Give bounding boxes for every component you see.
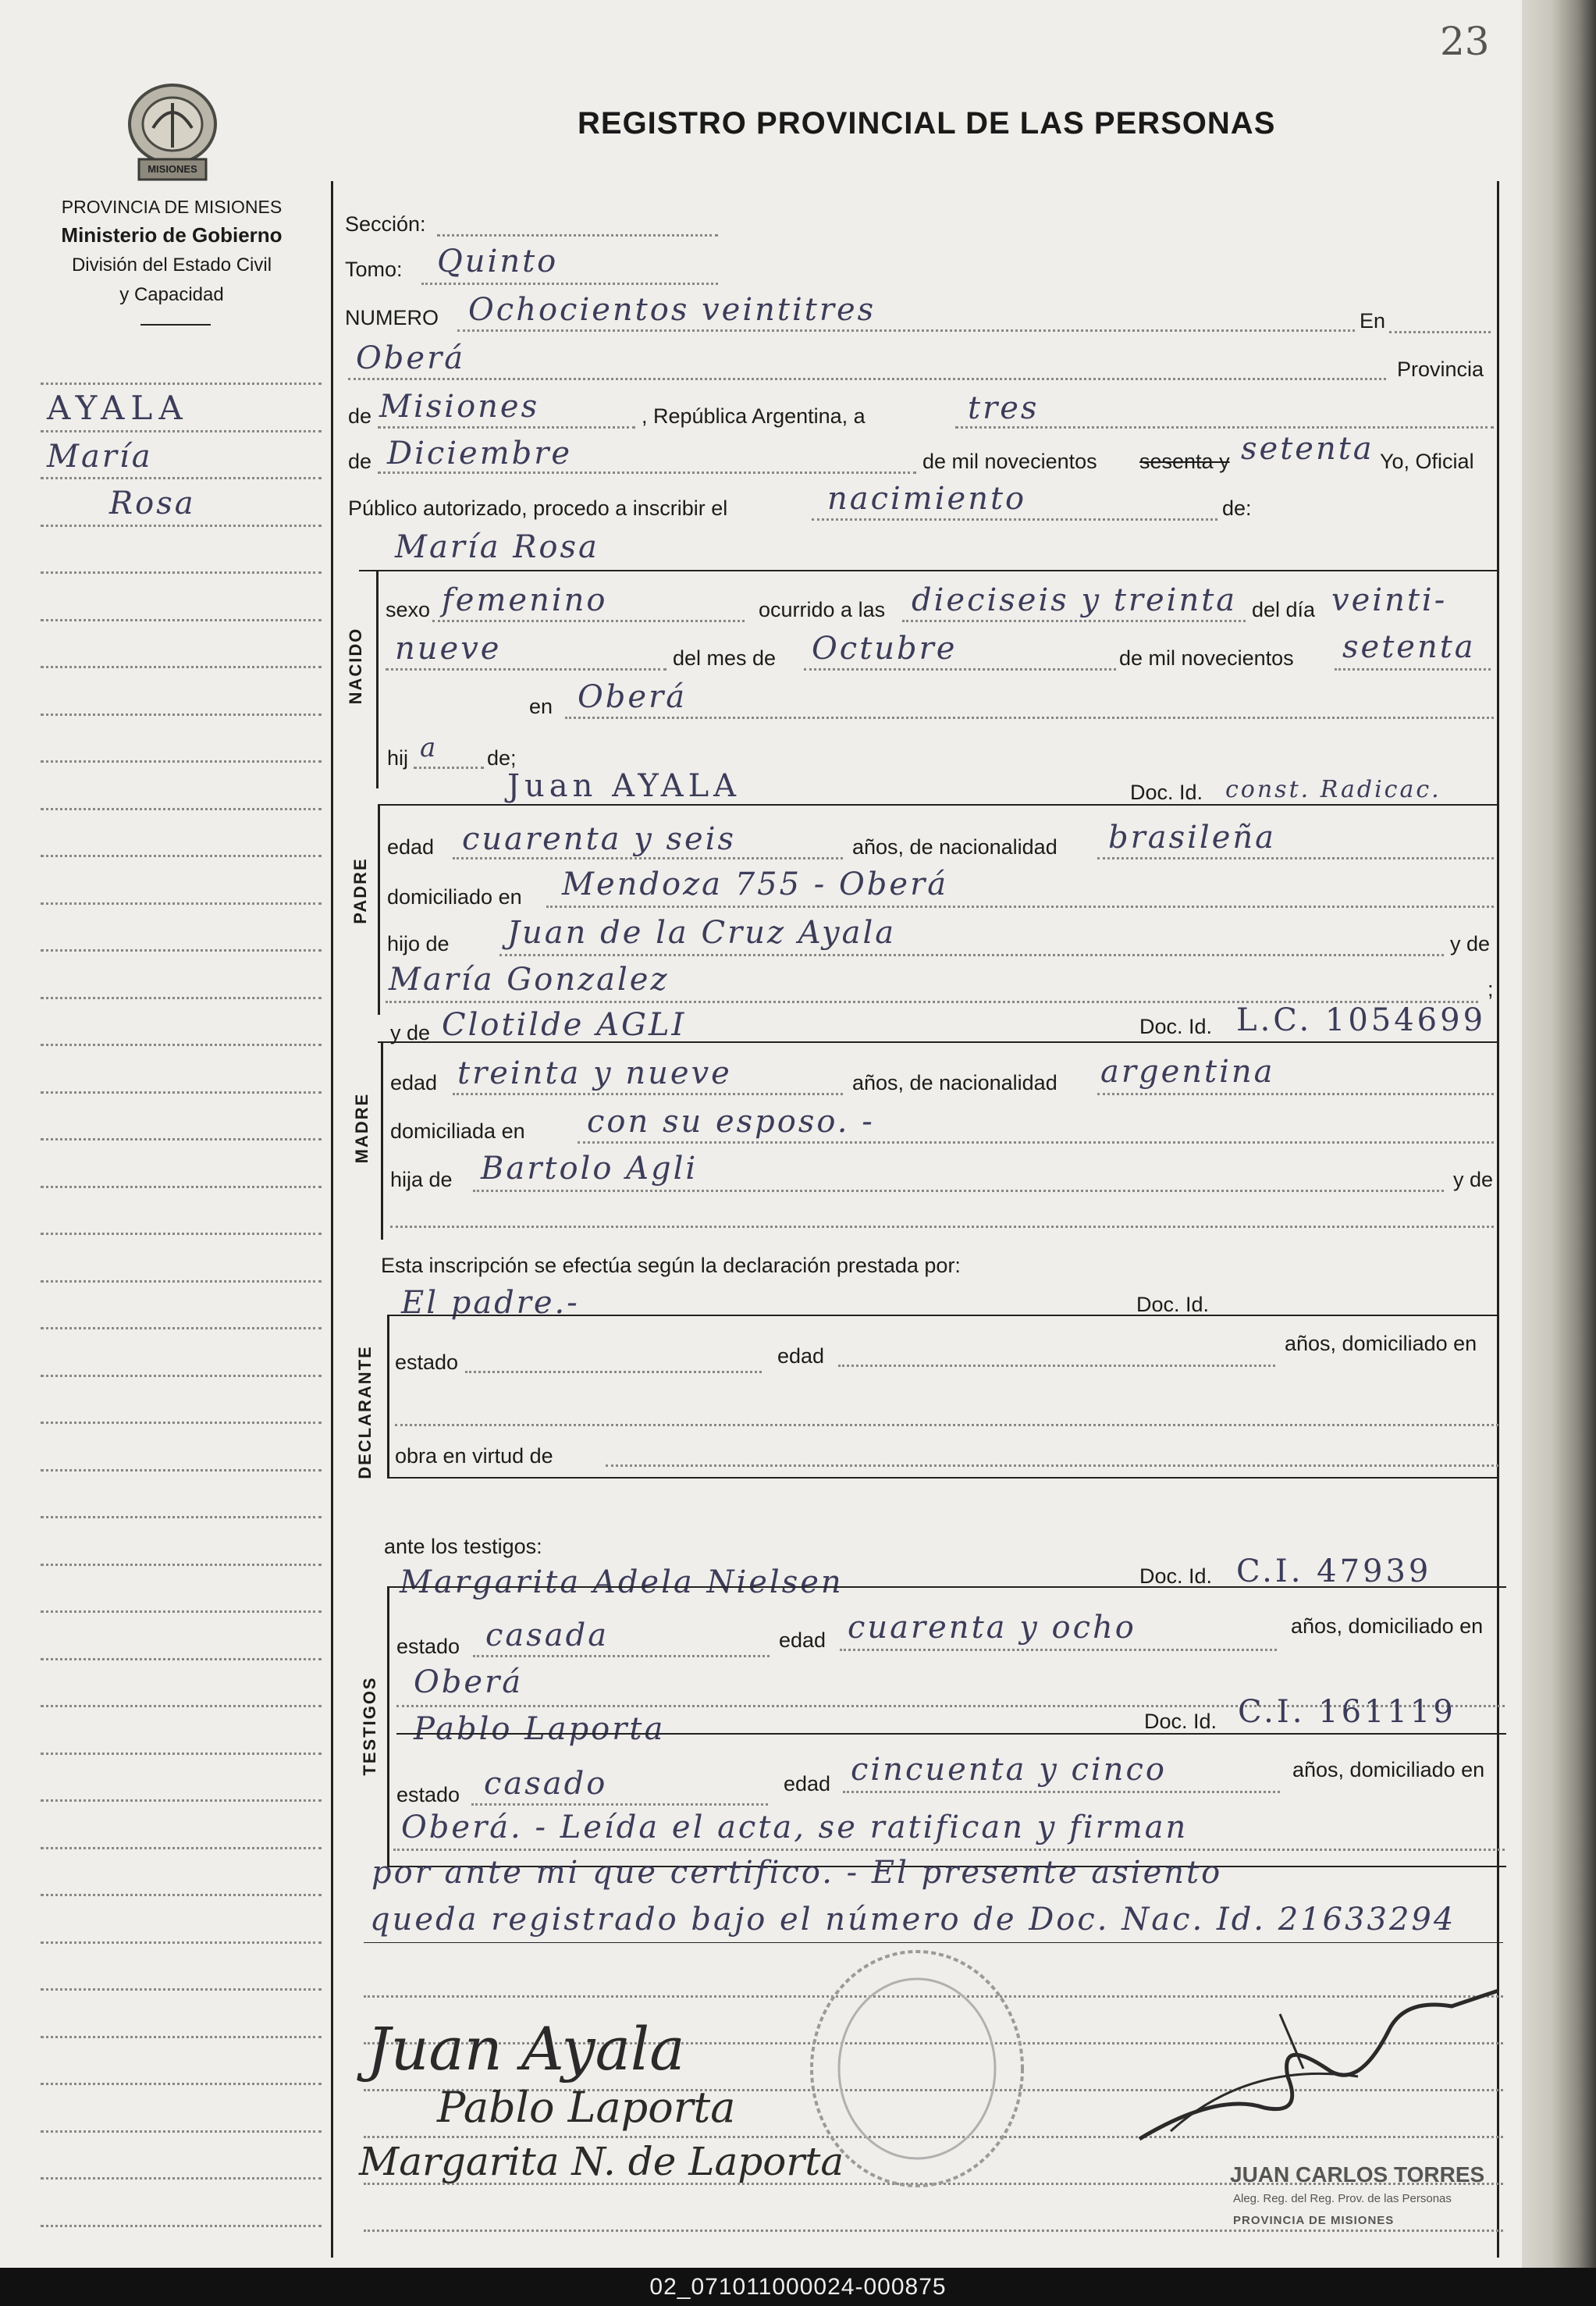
label-y-de-2: y de <box>1453 1168 1494 1191</box>
label-mil-nov2: de mil novecientos <box>1119 646 1294 670</box>
margin-line <box>41 949 322 952</box>
value-cierre1: Oberá. - Leída el acta, se ratifican y firman <box>401 1810 1189 1845</box>
margin-line <box>41 2036 322 2038</box>
margin-line <box>41 808 322 810</box>
value-testigo2-edad: cincuenta y cinco <box>851 1752 1167 1788</box>
stamp-line1: JUAN CARLOS TORRES <box>1230 2162 1485 2187</box>
margin-line <box>41 2177 322 2180</box>
label-seccion: Sección: <box>345 212 426 236</box>
seccion-field-line <box>437 234 718 237</box>
tomo-field-line <box>421 283 718 285</box>
margin-line <box>41 383 322 385</box>
official-signature-icon <box>1124 1983 1514 2155</box>
value-provincia: Misiones <box>379 389 540 425</box>
testigo1-estado-line <box>473 1655 770 1657</box>
label-sexo: sexo <box>386 598 431 621</box>
value-en: Oberá <box>356 340 466 376</box>
label-doc-id-testigo1: Doc. Id. <box>1139 1564 1213 1588</box>
nacido-top-line <box>359 570 1497 571</box>
margin-line <box>41 1422 322 1424</box>
margin-line <box>41 1091 322 1094</box>
value-padre-nac: brasileña <box>1108 820 1276 856</box>
margin-line <box>41 1705 322 1707</box>
mes-nac-field-line <box>804 668 1116 671</box>
label-doc-id-padre: Doc. Id. <box>1130 781 1203 804</box>
header-underline <box>140 324 211 326</box>
value-dia-nac: veinti- <box>1331 582 1448 618</box>
padre-top-line <box>378 804 1497 806</box>
value-dia: tres <box>968 390 1040 426</box>
margin-line <box>41 1233 322 1235</box>
margin-line <box>41 2083 322 2085</box>
margin-line <box>41 1988 322 1991</box>
section-madre: MADRE <box>352 1092 371 1164</box>
declarante-top-line <box>387 1315 1498 1316</box>
signature-2: Pablo Laporta <box>437 2083 736 2132</box>
value-tomo: Quinto <box>437 244 559 279</box>
mes-field-line <box>378 472 916 474</box>
testigo2-edad-line <box>843 1791 1280 1793</box>
testigo1-edad-line <box>840 1649 1277 1651</box>
label-anos-dom-testigo2: años, domiciliado en <box>1292 1758 1485 1781</box>
cierre1-line <box>393 1849 1505 1851</box>
margin-line <box>41 1375 322 1377</box>
value-padre-madre: María Gonzalez <box>389 962 670 998</box>
margin-line <box>41 1327 322 1329</box>
label-provincia: Provincia <box>1397 358 1484 381</box>
margin-line <box>41 2225 322 2227</box>
label-estado-testigo1: estado <box>396 1635 460 1658</box>
margin-line <box>41 1516 322 1518</box>
estado-declarante-line <box>465 1371 762 1373</box>
madre-extra-line <box>390 1226 1494 1228</box>
margin-line <box>41 855 322 857</box>
label-en2: en <box>529 695 553 718</box>
margin-line <box>41 1847 322 1849</box>
signature-area-line <box>364 2229 1503 2232</box>
label-edad-madre: edad <box>390 1071 438 1094</box>
header-left-line1: PROVINCIA DE MISIONES <box>61 197 283 217</box>
label-republica: , República Argentina, a <box>642 404 866 428</box>
label-yo-oficial: Yo, Oficial <box>1380 450 1474 473</box>
madre-dom-field-line <box>578 1141 1494 1144</box>
madre-top-line <box>378 1041 1497 1043</box>
value-padre-dom: Mendoza 755 - Oberá <box>562 867 949 902</box>
page-title: REGISTRO PROVINCIAL DE LAS PERSONAS <box>578 106 1276 141</box>
label-de-semi: de; <box>487 746 517 770</box>
margin-line <box>41 1564 322 1566</box>
label-tomo: Tomo: <box>345 258 403 281</box>
value-testigo2-doc: C.I. 161119 <box>1238 1694 1456 1730</box>
margin-line <box>41 619 322 621</box>
footer-filename: 02_071011000024-000875 <box>0 2268 1596 2306</box>
value-hij-suffix: a <box>420 732 439 763</box>
label-del-mes: del mes de <box>673 646 777 670</box>
margin-line <box>41 1799 322 1802</box>
label-de-1: de <box>348 404 372 428</box>
margin-line <box>41 2130 322 2133</box>
label-anos-dom-testigo1: años, domiciliado en <box>1291 1614 1484 1638</box>
margin-line <box>41 666 322 668</box>
label-nac-madre: años, de nacionalidad <box>852 1071 1057 1094</box>
value-mes-nac: Octubre <box>812 631 958 667</box>
label-edad-declarante: edad <box>777 1344 825 1368</box>
label-ante: ante los testigos: <box>384 1535 542 1558</box>
en-field-line-right <box>1389 331 1491 333</box>
padre-nac-field-line <box>1097 857 1494 859</box>
page-number: 23 <box>1440 19 1490 64</box>
label-hija-de: hija de <box>390 1168 453 1191</box>
value-anio: setenta <box>1241 431 1374 467</box>
hora-field-line <box>902 620 1246 622</box>
value-nombre: María Rosa <box>395 529 599 565</box>
label-hijo-de: hijo de <box>387 932 450 955</box>
margin-line <box>41 1044 322 1046</box>
hij-field-line <box>414 767 484 769</box>
left-column-border <box>331 181 333 2258</box>
anio-nac-field-line <box>1335 668 1491 671</box>
testigo2-estado-line <box>471 1803 768 1806</box>
label-sesenta-y: sesenta y <box>1139 450 1230 473</box>
label-edad-testigo2: edad <box>784 1772 831 1795</box>
value-declarante: El padre.- <box>401 1285 580 1321</box>
margin-line <box>41 571 322 574</box>
label-edad-testigo1: edad <box>779 1628 826 1652</box>
value-madre-hija-de: Bartolo Agli <box>481 1151 698 1187</box>
margin-line <box>41 477 322 479</box>
nacido-side-line <box>376 570 379 788</box>
margin-line <box>41 760 322 763</box>
declarante-bottom-line <box>387 1477 1498 1479</box>
seal-icon <box>122 81 223 190</box>
value-padre-edad: cuarenta y seis <box>462 821 737 857</box>
margin-line <box>41 430 322 432</box>
provincia-field-line <box>378 426 635 429</box>
margin-line <box>41 714 322 716</box>
label-y-de-1: y de <box>1450 932 1491 955</box>
label-y-de-madre: y de <box>390 1021 431 1044</box>
margin-line <box>41 1138 322 1141</box>
value-madre-doc: L.C. 1054699 <box>1236 1002 1487 1038</box>
margin-line <box>41 1753 322 1755</box>
margin-line <box>41 1894 322 1896</box>
padre-edad-field-line <box>453 857 843 859</box>
book-binding-edge <box>1522 0 1596 2268</box>
label-estado-declarante: estado <box>395 1351 459 1374</box>
label-anos-dom-declarante: años, domiciliado en <box>1285 1332 1477 1355</box>
value-madre-dom: con su esposo. - <box>587 1104 875 1140</box>
margin-name2: Rosa <box>109 486 196 521</box>
label-semicolon: ; <box>1488 977 1494 1001</box>
declarante-dom-line <box>395 1424 1498 1426</box>
label-de-colon: de: <box>1222 496 1252 520</box>
declarante-side-line <box>387 1315 389 1479</box>
value-padre-doc: const. Radicac. <box>1225 776 1441 803</box>
right-column-border <box>1497 181 1499 2258</box>
section-padre: PADRE <box>350 857 370 924</box>
margin-line <box>41 902 322 905</box>
lugar-nac-field-line <box>565 717 1494 719</box>
value-testigo2: Pablo Laporta <box>414 1711 666 1747</box>
numero-field-line <box>457 329 1355 332</box>
header-left-line4: y Capacidad <box>119 284 224 305</box>
en-field-line <box>348 378 1386 380</box>
label-publico: Público autorizado, procedo a inscribir el <box>348 496 728 520</box>
value-testigo1: Margarita Adela Nielsen <box>400 1564 844 1600</box>
madre-hija-de-field-line <box>473 1190 1444 1192</box>
margin-line <box>41 525 322 527</box>
signature-1: Juan Ayala <box>367 2014 685 2084</box>
madre-side-line <box>381 1041 383 1240</box>
dia-field-line <box>955 426 1494 429</box>
value-cierre3: queda registrado bajo el número de Doc. Nac. Id. 21633294 <box>370 1902 1456 1938</box>
value-hora: dieciseis y treinta <box>912 582 1238 618</box>
padre-side-line <box>378 804 380 1015</box>
value-dia-nac2: nueve <box>395 631 502 667</box>
section-nacido: NACIDO <box>346 627 365 705</box>
madre-nac-field-line <box>1097 1093 1494 1095</box>
value-madre-edad: treinta y nueve <box>457 1055 732 1091</box>
stamp-line3: PROVINCIA DE MISIONES <box>1233 2214 1395 2227</box>
acto-field-line <box>812 518 1217 521</box>
margin-line <box>41 1941 322 1944</box>
value-testigo1-doc: C.I. 47939 <box>1236 1553 1432 1589</box>
margin-line <box>41 1610 322 1613</box>
padre-dom-field-line <box>546 906 1494 908</box>
label-doc-id-declarante: Doc. Id. <box>1136 1293 1210 1316</box>
value-lugar-nac: Oberá <box>578 679 688 715</box>
seal-label: MISIONES <box>148 163 197 175</box>
label-doc-id-testigo2: Doc. Id. <box>1144 1710 1217 1733</box>
value-cierre2: por ante mi que certifico. - El presente asiento <box>371 1855 1223 1891</box>
margin-line <box>41 1280 322 1283</box>
margin-line <box>41 997 322 999</box>
value-acto: nacimiento <box>827 481 1027 517</box>
label-en: En <box>1360 309 1386 333</box>
value-anio-nac: setenta <box>1342 629 1476 665</box>
label-obra: obra en virtud de <box>395 1444 553 1468</box>
label-ocurrido: ocurrido a las <box>759 598 886 621</box>
value-testigo1-estado: casada <box>485 1617 610 1653</box>
signature-3: Margarita N. de Laporta <box>359 2139 844 2184</box>
value-testigo2-estado: casado <box>484 1766 608 1802</box>
testigos-top-line <box>387 1586 1506 1588</box>
value-padre: Juan AYALA <box>507 768 741 804</box>
section-declarante: DECLARANTE <box>355 1345 375 1479</box>
label-domiciliado-padre: domiciliado en <box>387 885 522 909</box>
value-madre-nac: argentina <box>1100 1054 1275 1090</box>
value-numero: Ochocientos veintitres <box>468 292 876 328</box>
label-estado-testigo2: estado <box>396 1783 460 1806</box>
value-mes: Diciembre <box>387 436 573 472</box>
margin-line <box>41 1186 322 1188</box>
padre-hijo-de-field-line <box>499 954 1444 956</box>
dia-nac-field-line <box>386 668 666 671</box>
value-madre: Clotilde AGLI <box>442 1007 687 1043</box>
margin-line <box>41 1469 322 1471</box>
label-edad-padre: edad <box>387 835 435 859</box>
label-doc-id-madre: Doc. Id. <box>1139 1015 1213 1038</box>
label-hij: hij <box>387 746 409 770</box>
label-nac-padre: años, de nacionalidad <box>852 835 1057 859</box>
header-left-line2: Ministerio de Gobierno <box>61 223 283 247</box>
label-domiciliada: domiciliada en <box>390 1119 525 1143</box>
label-de-2: de <box>348 450 372 473</box>
testigo2-line <box>396 1733 1506 1735</box>
sexo-field-line <box>432 620 745 622</box>
stamp-line2: Aleg. Reg. del Reg. Prov. de las Personas <box>1233 2192 1452 2205</box>
value-sexo: femenino <box>442 582 608 618</box>
label-del-dia: del día <box>1252 598 1316 621</box>
obra-line <box>606 1464 1498 1467</box>
label-mil-novecientos: de mil novecientos <box>922 450 1097 473</box>
value-padre-hijo-de: Juan de la Cruz Ayala <box>507 915 897 951</box>
label-numero: NUMERO <box>345 306 439 329</box>
margin-name1: María <box>47 439 153 475</box>
testigos-side-line <box>387 1586 389 1867</box>
edad-declarante-line <box>838 1365 1275 1367</box>
section-testigos: TESTIGOS <box>360 1676 379 1776</box>
label-declaracion: Esta inscripción se efectúa según la declaración prestada por: <box>381 1254 961 1277</box>
value-testigo1-edad: cuarenta y ocho <box>848 1610 1136 1646</box>
header-left-line3: División del Estado Civil <box>71 254 272 276</box>
value-testigo1-dom: Oberá <box>414 1664 524 1700</box>
madre-edad-field-line <box>453 1093 843 1095</box>
cierre3-line <box>364 1942 1503 1943</box>
margin-surname: AYALA <box>47 389 189 427</box>
margin-line <box>41 1658 322 1660</box>
